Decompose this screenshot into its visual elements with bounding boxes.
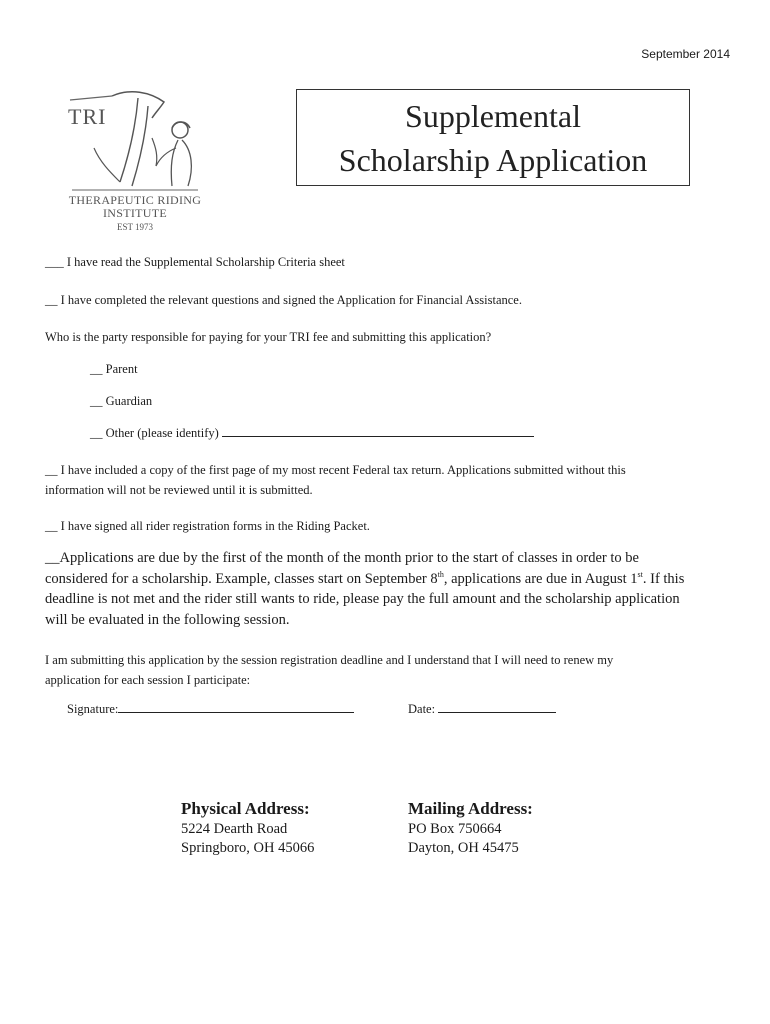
criteria-item <box>45 252 725 272</box>
checkbox-blank[interactable]: ___ <box>45 255 64 269</box>
deadline-text-a: Applications are due by the first of the month of the month prior to the start of classes in order to be <box>59 550 639 566</box>
date-label: Date: <box>408 702 436 716</box>
logo-org-line2: INSTITUTE <box>102 206 168 220</box>
parent-label: Parent <box>105 362 138 376</box>
mailing-address-line1: PO Box 750664 <box>408 821 502 837</box>
submission-line1: I am submitting this application by the session registration deadline and I understand that I will need to renew my <box>45 653 614 667</box>
ordinal-th: th <box>437 569 444 579</box>
deadline-b-part1: considered for a scholarship. Example, classes start on September 8 <box>45 570 438 587</box>
signature-label: Signature: <box>67 702 119 716</box>
checkbox-blank[interactable]: __ <box>90 362 103 376</box>
criteria-text: I have read the Supplemental Scholarship Criteria sheet <box>66 255 345 269</box>
deadline-text-c: deadline is not met and the rider still wants to ride, please pay the full amount and the scholarship application <box>45 591 680 607</box>
completed-item <box>45 290 725 310</box>
deadline-b-part3: . If this <box>642 570 685 587</box>
logo-established: EST 1973 <box>116 222 154 232</box>
signature-row <box>67 700 354 717</box>
logo-org-line1: THERAPEUTIC RIDING <box>68 193 202 207</box>
deadline-item <box>45 548 725 630</box>
horse-rider-icon <box>60 82 220 194</box>
tax-return-item <box>45 460 725 500</box>
document-date: September 2014 <box>641 47 730 61</box>
title-line2: Scholarship Application <box>338 142 648 178</box>
date-field[interactable] <box>438 700 556 713</box>
tax-text-line2: information will not be reviewed until it is submitted. <box>45 483 313 497</box>
other-label: Other (please identify) <box>105 426 219 440</box>
mailing-address <box>408 798 533 858</box>
mailing-address-heading: Mailing Address: <box>408 799 533 818</box>
deadline-text-d: will be evaluated in the following session. <box>45 611 290 628</box>
tri-logo <box>60 82 220 242</box>
deadline-b-part2: , applications are due in August 1 <box>443 570 638 587</box>
mailing-address-line2: Dayton, OH 45475 <box>408 840 519 856</box>
guardian-label: Guardian <box>105 394 153 408</box>
deadline-text-b <box>45 569 725 590</box>
other-option <box>90 423 770 443</box>
submission-statement <box>45 650 725 690</box>
signed-forms-item <box>45 516 725 536</box>
checkbox-blank[interactable]: __ <box>45 550 60 566</box>
other-identify-field[interactable] <box>222 424 534 437</box>
physical-address-line1: 5224 Dearth Road <box>181 821 288 837</box>
parent-option <box>90 359 770 379</box>
checkbox-blank[interactable]: __ <box>45 519 58 533</box>
tax-text-line1: I have included a copy of the first page of my most recent Federal tax return. Applications submitted without this <box>60 463 626 477</box>
checkbox-blank[interactable]: __ <box>45 293 58 307</box>
submission-line2: application for each session I participate: <box>45 673 251 687</box>
signed-forms-text: I have signed all rider registration forms in the Riding Packet. <box>60 519 370 533</box>
ordinal-st: st <box>637 569 643 579</box>
checkbox-blank[interactable]: __ <box>90 394 103 408</box>
checkbox-blank[interactable]: __ <box>45 463 58 477</box>
physical-address-line2: Springboro, OH 45066 <box>181 840 315 856</box>
title-line1: Supplemental <box>405 98 581 134</box>
date-row <box>408 700 556 717</box>
title-box <box>296 89 690 186</box>
checkbox-blank[interactable]: __ <box>90 426 103 440</box>
guardian-option <box>90 391 770 411</box>
physical-address <box>181 798 314 858</box>
logo-organization <box>60 194 210 220</box>
signature-field[interactable] <box>118 700 354 713</box>
completed-text: I have completed the relevant questions and signed the Application for Financial Assistance. <box>60 293 522 307</box>
physical-address-heading: Physical Address: <box>181 799 310 818</box>
responsible-question: Who is the party responsible for paying for your TRI fee and submitting this application? <box>45 330 492 344</box>
logo-name: TRI <box>68 104 107 129</box>
